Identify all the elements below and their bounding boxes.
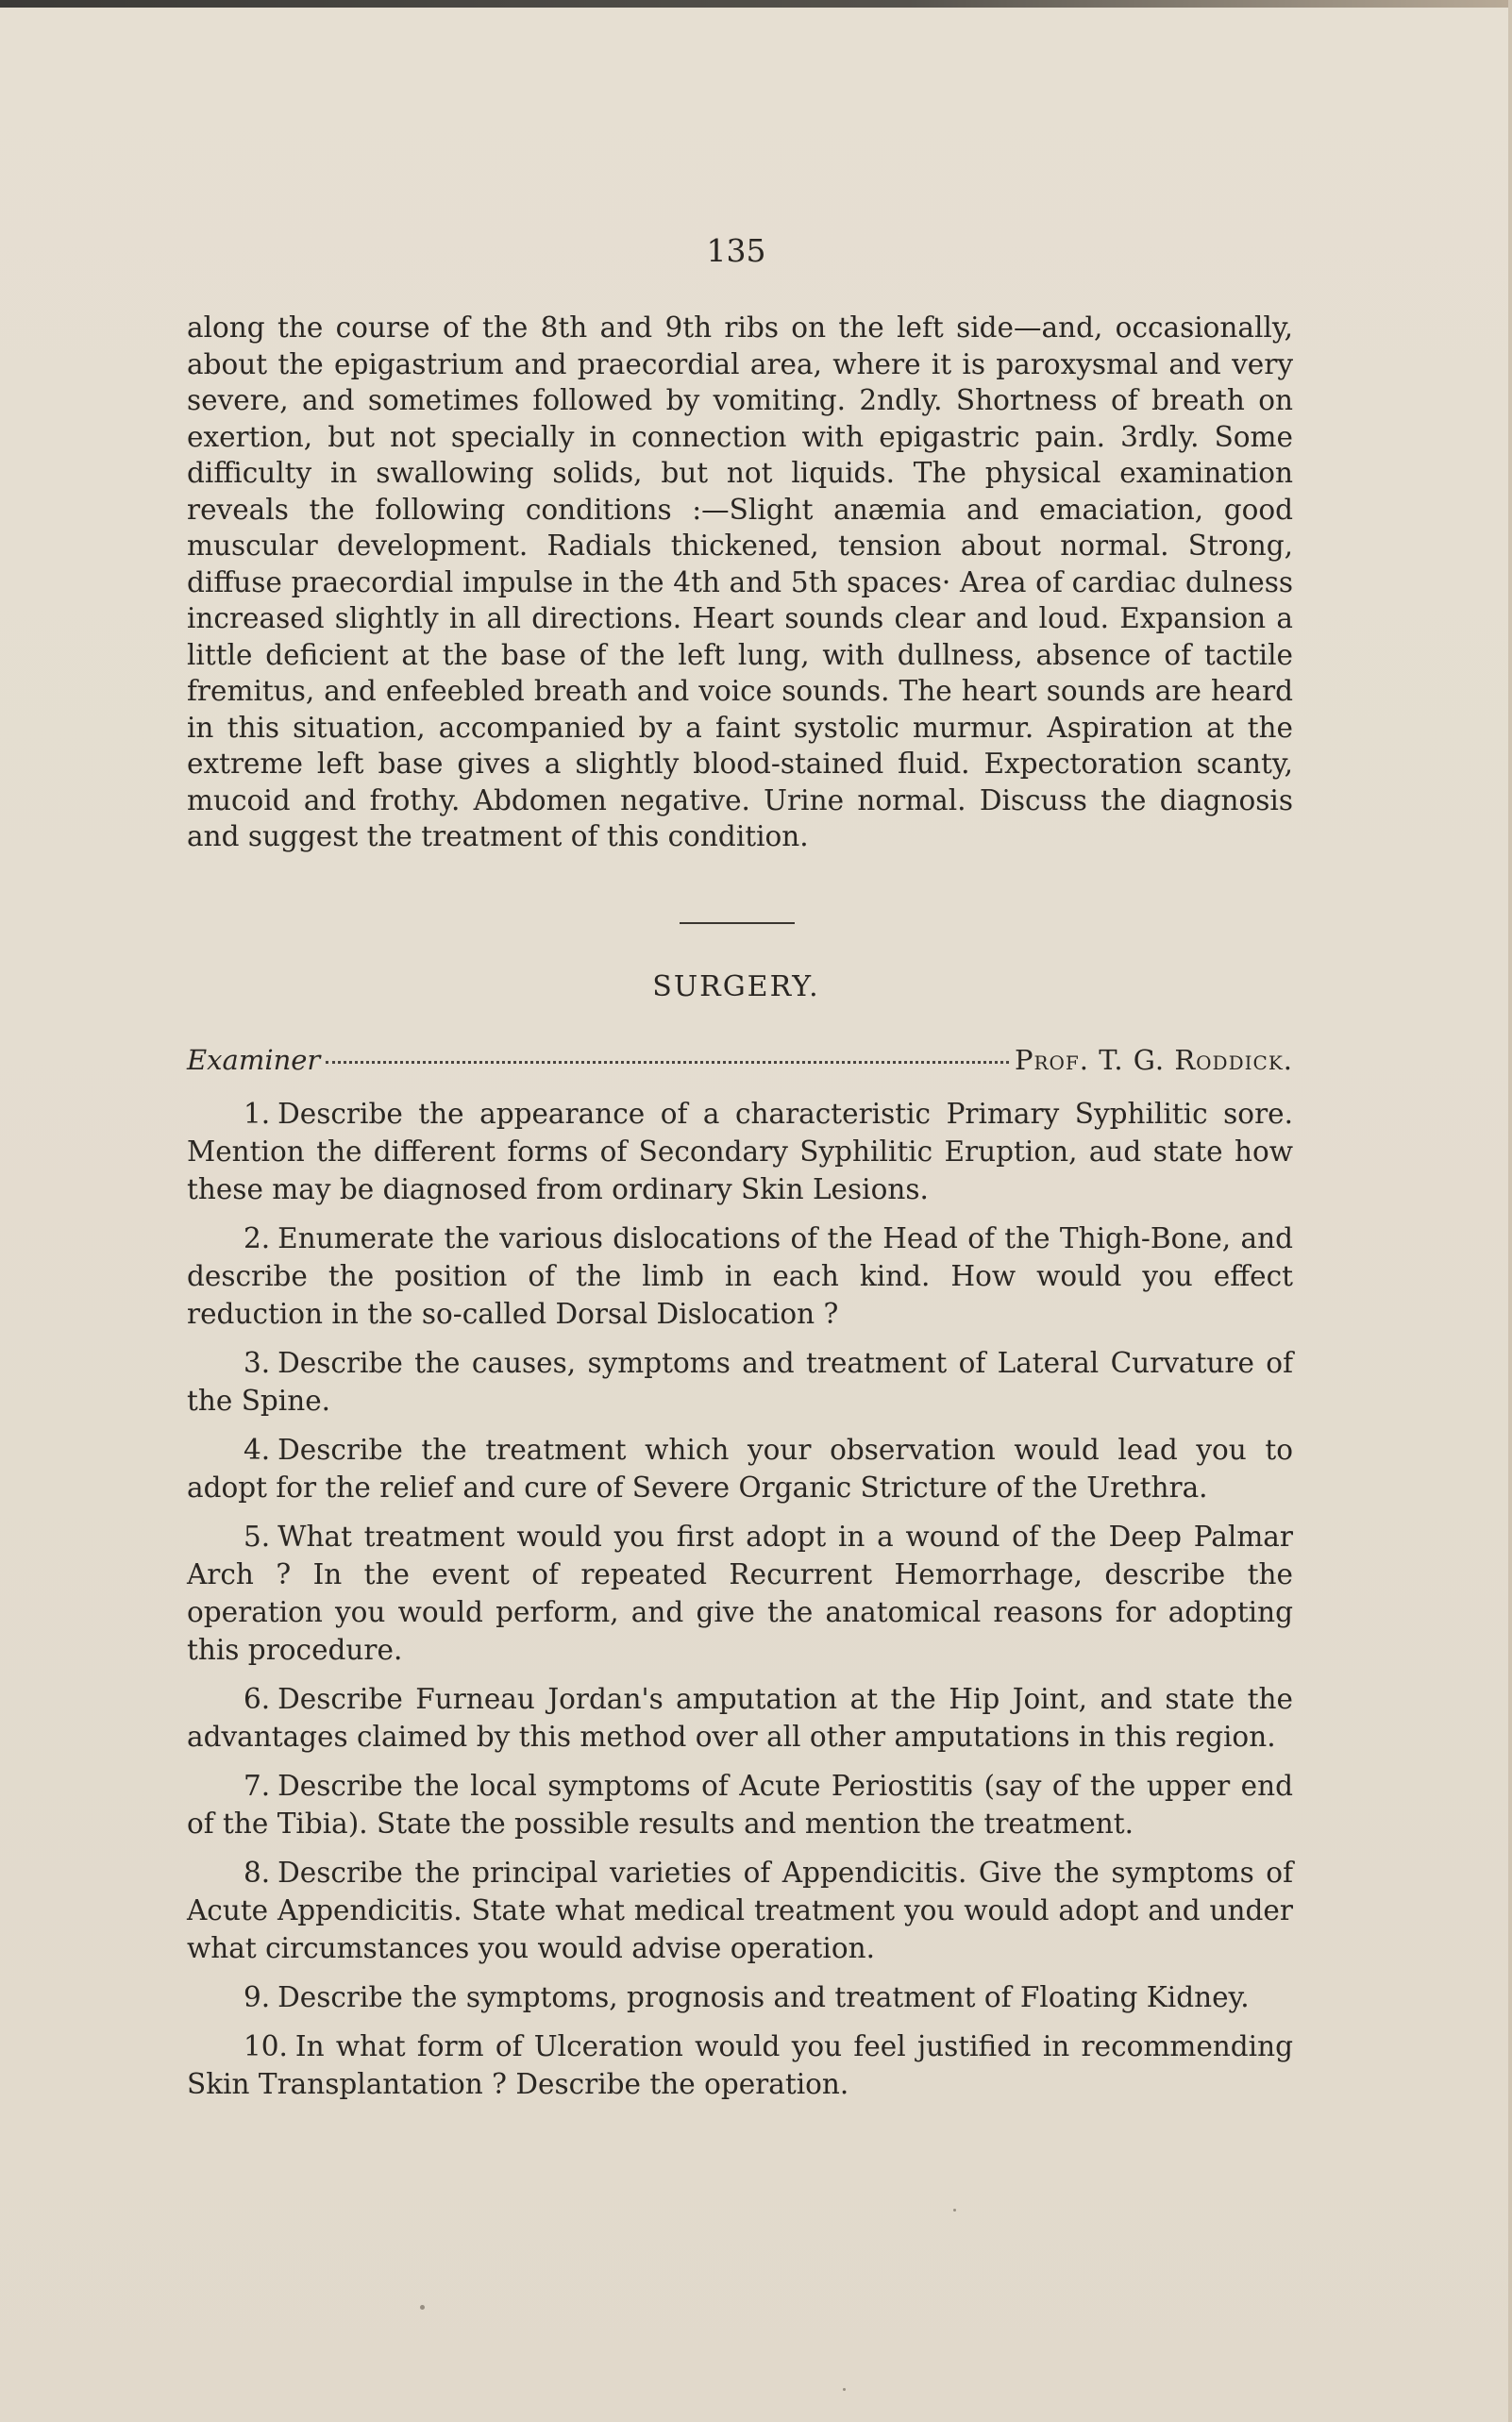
question-number: 2. <box>244 1222 271 1254</box>
question-item <box>187 1978 1293 2016</box>
question-number: 3. <box>244 1347 271 1379</box>
paper-speck <box>953 2209 956 2212</box>
paper-speck <box>843 2388 846 2391</box>
page-top-edge <box>0 0 1512 8</box>
question-item <box>187 1344 1293 1420</box>
question-list <box>187 1095 1293 2114</box>
question-text: In what form of Ulceration would you feel justified in recommending Skin Transplantation ? Describe the operation. <box>187 2030 1293 2100</box>
examiner-line <box>187 1044 1293 1076</box>
question-text: What treatment would you first adopt in a wound of the Deep Palmar Arch ? In the event of repeated Recurrent Hemorrhage, describe the operation you would perform, and give the anatomical reasons for adopting this procedure. <box>187 1521 1293 1666</box>
question-number: 5. <box>244 1521 271 1553</box>
question-item <box>187 1431 1293 1506</box>
question-item <box>187 1219 1293 1333</box>
dotted-leader <box>326 1061 1009 1064</box>
question-text: Enumerate the various dislocations of the Head of the Thigh-Bone, and describe the position of the limb in each kind. How would you effect reduction in the so-called Dorsal Dislocation ? <box>187 1222 1293 1330</box>
paper-speck <box>420 2305 425 2310</box>
question-number: 7. <box>244 1770 271 1802</box>
question-text: Describe the symptoms, prognosis and treatment of Floating Kidney. <box>277 1981 1250 2013</box>
examiner-name: Prof. T. G. Roddick. <box>1014 1044 1293 1076</box>
page-number: 135 <box>706 232 766 269</box>
section-title: SURGERY. <box>652 970 820 1003</box>
question-item <box>187 1767 1293 1842</box>
section-divider <box>680 922 795 924</box>
question-number: 9. <box>244 1981 271 2013</box>
question-text: Describe the causes, symptoms and treatment of Lateral Curvature of the Spine. <box>187 1347 1293 1417</box>
page-right-edge <box>1508 0 1512 2422</box>
examiner-label: Examiner <box>187 1044 321 1076</box>
question-number: 8. <box>244 1857 271 1889</box>
question-number: 6. <box>244 1683 271 1715</box>
question-item <box>187 1518 1293 1669</box>
question-item <box>187 1680 1293 1756</box>
question-number: 4. <box>244 1434 271 1466</box>
question-item <box>187 2027 1293 2103</box>
question-number: 1. <box>244 1098 271 1130</box>
question-number: 10. <box>244 2030 288 2062</box>
question-item <box>187 1095 1293 1208</box>
question-text: Describe the principal varieties of Appendicitis. Give the symptoms of Acute Appendicitis. State what medical treatment you would adopt and under what circumstances you would advise operation. <box>187 1857 1293 1964</box>
question-item <box>187 1854 1293 1967</box>
intro-paragraph: along the course of the 8th and 9th ribs on the left side—and, occasionally, about the epigastrium and praecordial area, where it is paroxysmal and very severe, and sometimes followed by vomiting. 2ndly. Shortness of breath on exertion, but not specially in connection with epigastric pain. 3rdly. Some difficulty in swallowing solids, but not liquids. The physical examination reveals the following conditions :—Slight anæmia and emaciation, good muscular development. Radials thickened, tension about normal. Strong, diffuse praecordial impulse in the 4th and 5th spaces· Area of cardiac dulness increased slightly in all directions. Heart sounds clear and loud. Expansion a little deficient at the base of the left lung, with dullness, absence of tactile fremitus, and enfeebled breath and voice sounds. The heart sounds are heard in this situation, accompanied by a faint systolic murmur. Aspiration at the extreme left base gives a slightly blood-stained fluid. Expectoration scanty, mucoid and frothy. Abdomen negative. Urine normal. Discuss the diagnosis and suggest the treatment of this condition. <box>187 311 1293 852</box>
question-text: Describe Furneau Jordan's amputation at the Hip Joint, and state the advantages claimed by this method over all other amputations in this region. <box>187 1683 1293 1753</box>
question-text: Describe the local symptoms of Acute Periostitis (say of the upper end of the Tibia). State the possible results and mention the treatment. <box>187 1770 1293 1840</box>
question-text: Describe the appearance of a characteristic Primary Syphilitic sore. Mention the different forms of Secondary Syphilitic Eruption, aud state how these may be diagnosed from ordinary Skin Lesions. <box>187 1098 1293 1205</box>
question-text: Describe the treatment which your observation would lead you to adopt for the relief and cure of Severe Organic Stricture of the Urethra. <box>187 1434 1293 1504</box>
